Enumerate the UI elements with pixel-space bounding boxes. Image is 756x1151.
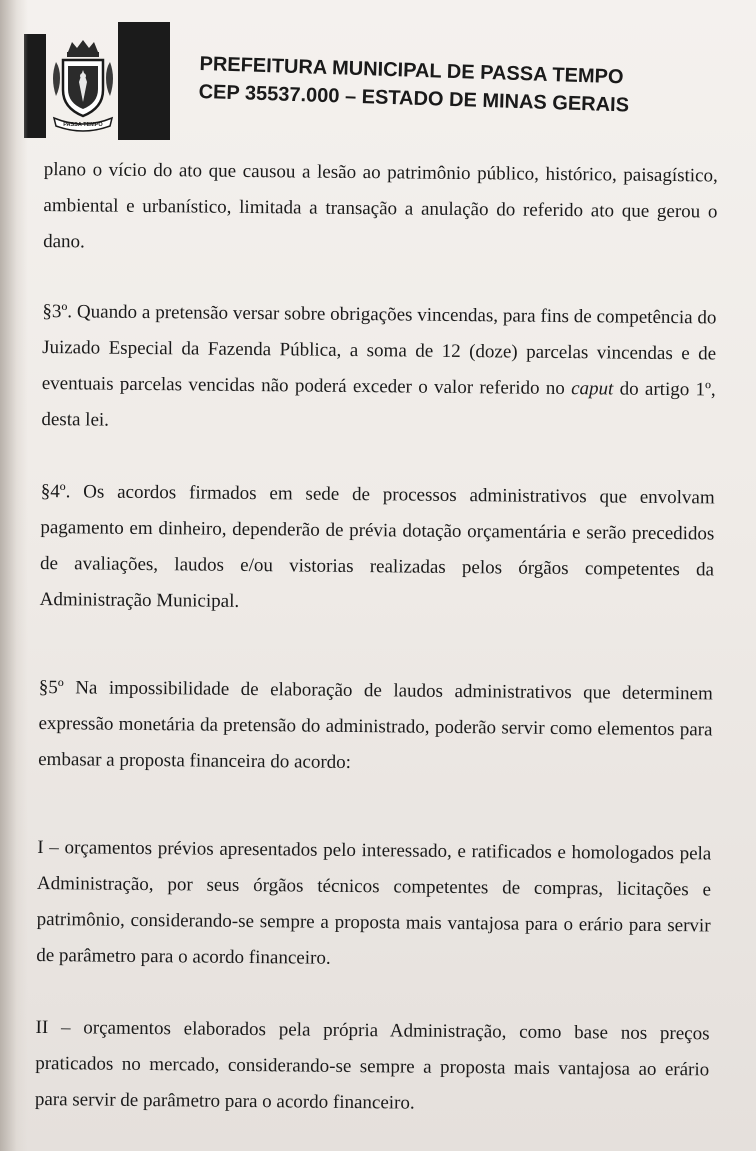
left-black-bar (24, 34, 46, 138)
paragraph-5: §5º Na impossibilidade de elaboração de laudos administrativos que determinem expressão monetária da pretensão do administrado, poderão servir como elementos para embasar a proposta financeira do acordo: (38, 676, 713, 773)
crest-block (24, 20, 170, 142)
paragraph-3-start: §3º. Quando a pretensão versar sobre obrigações vincendas, para fins de competência do Juizado Especial da Fazenda Pública, a soma de 12 (doze) parcelas vincendas e de eventuais parcelas vencidas não poderá exceder o valor referido no (41, 300, 717, 400)
paragraph-3-end: do artigo 1º, desta lei. (41, 378, 716, 431)
paragraph-3 (41, 294, 716, 444)
list-item-1: I – orçamentos prévios apresentados pelo interessado, e ratificados e homologados pela Administração, por seus órgãos técnicos competentes de compras, licitações e patrimônio, considerando-se sempre a proposta mais vantajosa para o erário para servir de parâmetro para o acordo financeiro. (36, 836, 712, 969)
letterhead-title (198, 50, 743, 123)
caput-term: caput (571, 378, 614, 400)
intro-paragraph: plano o vício do ato que causou a lesão ao patrimônio público, histórico, paisagístico, ambiental e urbanístico, limitada a transação a anulação do referido ato que gerou o dano. (43, 158, 718, 253)
list-item-2: II – orçamentos elaborados pela própria Administração, como base nos preços praticados no mercado, considerando-se sempre a proposta mais vantajosa ao erário para servir de parâmetro para o acordo financeiro. (34, 1016, 710, 1114)
letterhead (24, 20, 744, 150)
document-body (35, 152, 718, 1124)
postal-code-state: CEP 35537.000 – ESTADO DE MINAS GERAIS (198, 80, 630, 117)
municipality-name: PREFEITURA MUNICIPAL DE PASSA TEMPO (199, 52, 624, 89)
paragraph-4: §4º. Os acordos firmados em sede de processos administrativos que envolvam pagamento em dinheiro, dependerão de prévia dotação orçamentária e serão precedidos de avaliações, laudos e/ou vistorias realizadas pelos órgãos competentes da Administração Municipal. (39, 480, 715, 612)
crest-ribbon-label (50, 38, 116, 134)
right-black-bar (118, 22, 170, 140)
crest-label: PASSA TEMPO (63, 122, 103, 128)
